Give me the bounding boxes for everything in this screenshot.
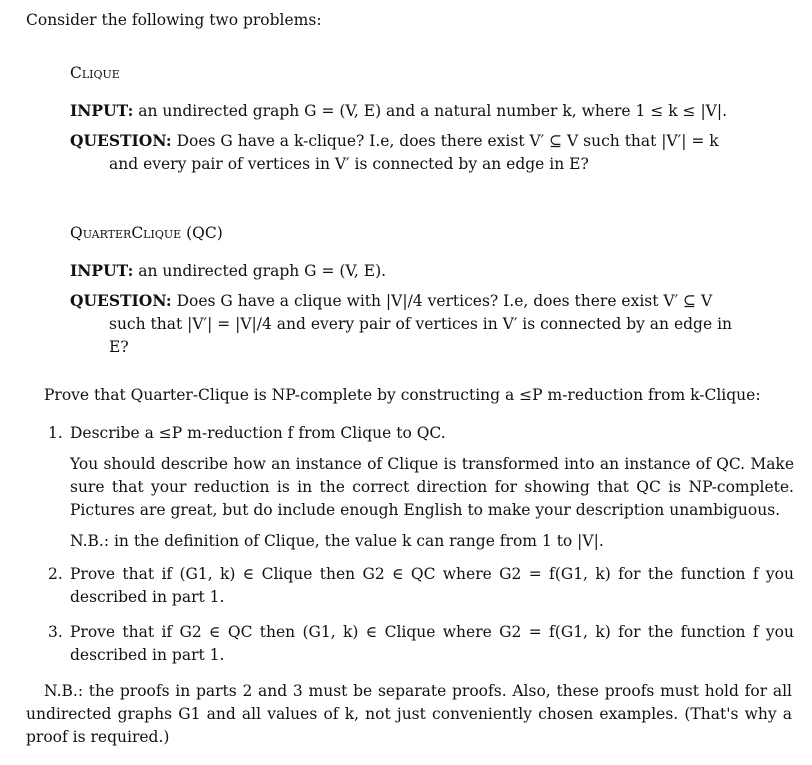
qc-question xyxy=(70,289,750,359)
list-item xyxy=(48,563,794,609)
qc-input xyxy=(70,259,750,283)
clique-problem xyxy=(70,62,750,176)
item-text: Describe a ≤P m-reduction f from Clique to QC. xyxy=(70,424,446,442)
qc-question-text: Does G have a clique with |V|/4 vertices? I.e, does there exist V′ ⊆ V such that |V′| = |V|/4 and every pair of vertices in V′ is connected by an edge in E? xyxy=(109,292,733,356)
clique-question-text: Does G have a k-clique? I.e, does there exist V′ ⊆ V such that |V′| = k and every pair of vertices in V′ is connected by an edge in E? xyxy=(109,132,719,173)
final-note: N.B.: the proofs in parts 2 and 3 must be separate proofs. Also, these proofs must hold for all undirected graphs G1 and all values of k, not just conveniently chosen examples. (That's why a proof is required.) xyxy=(26,682,792,746)
intro-text: Consider the following two problems: xyxy=(26,11,322,29)
item-paragraph: You should describe how an instance of Clique is transformed into an instance of QC. Make sure that your reduction is in the correct direction for showing that QC is NP-complete. Pictures are great, but do include enough English to make your description unambiguous. xyxy=(70,455,794,519)
item-number: 1. xyxy=(48,424,63,442)
qc-title: QuarterClique (QC) xyxy=(70,224,223,242)
qc-input-label: INPUT: xyxy=(70,261,134,280)
clique-input-label: INPUT: xyxy=(70,101,134,120)
task-statement: Prove that Quarter-Clique is NP-complete by constructing a ≤P m-reduction from k-Clique: xyxy=(44,386,761,404)
clique-input-text: an undirected graph G = (V, E) and a natural number k, where 1 ≤ k ≤ |V|. xyxy=(138,102,728,120)
clique-title: Clique xyxy=(70,64,120,82)
qc-problem xyxy=(70,222,750,359)
clique-input xyxy=(70,99,750,123)
list-item xyxy=(48,422,794,553)
item-number: 2. xyxy=(48,565,63,583)
list-item xyxy=(48,621,794,667)
qc-question-label: QUESTION: xyxy=(70,291,172,310)
item-text: Prove that if (G1, k) ∈ Clique then G2 ∈ QC where G2 = f(G1, k) for the function f you described in part 1. xyxy=(70,565,794,606)
item-text: Prove that if G2 ∈ QC then (G1, k) ∈ Clique where G2 = f(G1, k) for the function f you described in part 1. xyxy=(70,623,794,664)
clique-question-label: QUESTION: xyxy=(70,131,172,150)
clique-question xyxy=(70,129,750,176)
item-note: N.B.: in the definition of Clique, the value k can range from 1 to |V|. xyxy=(70,532,604,550)
item-number: 3. xyxy=(48,623,63,641)
qc-input-text: an undirected graph G = (V, E). xyxy=(138,262,387,280)
